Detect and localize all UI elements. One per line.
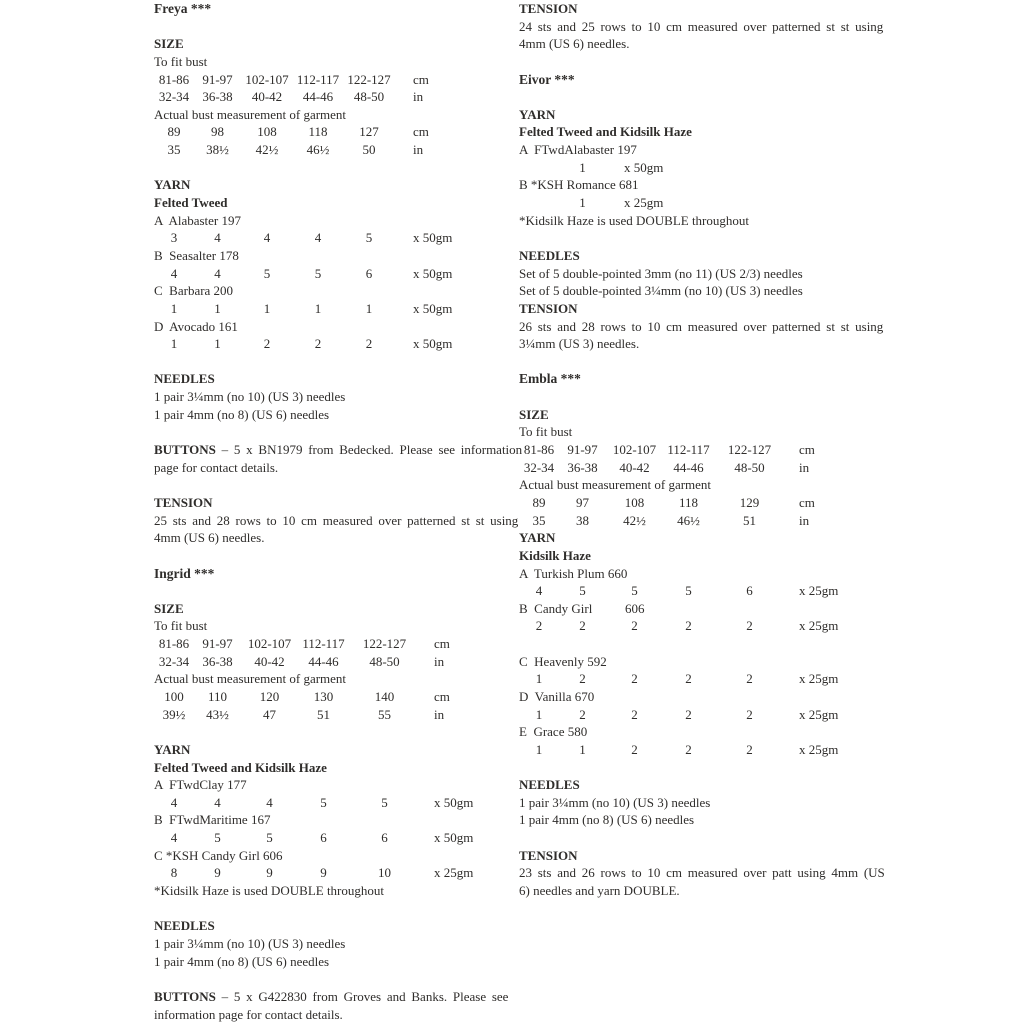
blank-line — [154, 18, 510, 36]
buttons-label: BUTTONS — [154, 442, 216, 458]
yarn-family: Felted Tweed and Kidsilk Haze — [519, 124, 692, 140]
quantity-cell: 9 — [214, 865, 221, 881]
quantity-cell: 5 — [320, 794, 327, 810]
text-line: A FTwdClay 177 — [154, 777, 247, 793]
quantity-cell: 102-107 — [612, 442, 657, 458]
quantity-row — [519, 670, 875, 688]
unit-label: x 25gm — [799, 741, 839, 757]
quantity-cell: 2 — [263, 336, 271, 352]
spacer-cell — [519, 194, 559, 212]
quantity-cell: 108 — [624, 494, 645, 510]
quantity-cell: 1 — [170, 336, 178, 352]
blank-line — [154, 900, 510, 918]
quantity-cell: 91-97 — [202, 636, 233, 652]
quantity-cell: 2 — [631, 618, 638, 634]
quantity-cell: 102-107 — [247, 636, 292, 652]
quantity-cell: 1 — [579, 159, 586, 175]
text-line: E Grace 580 — [519, 724, 588, 740]
text-line: D Vanilla 670 — [519, 688, 595, 704]
unit-label: x 25gm — [799, 706, 839, 722]
unit-label: in — [434, 706, 445, 722]
unit-label: in — [413, 89, 424, 105]
unit-label: cm — [434, 688, 450, 704]
text-line: 6) needles and yarn DOUBLE. — [519, 883, 680, 899]
text-line: C *KSH Candy Girl 606 — [154, 847, 283, 863]
section-heading: YARN — [519, 530, 556, 546]
quantity-cell: 140 — [374, 688, 395, 704]
quantity-cell: 6 — [381, 830, 388, 846]
quantity-cell: 2 — [746, 706, 753, 722]
quantity-row — [154, 864, 510, 882]
quantity-cell: 1 — [579, 741, 586, 757]
buttons-label: BUTTONS — [154, 988, 216, 1004]
unit-label: cm — [413, 71, 429, 87]
text-line: A Turkish Plum 660 — [519, 565, 628, 581]
quantity-cell: 81-86 — [158, 636, 190, 652]
quantity-cell: 2 — [685, 618, 692, 634]
quantity-cell: 4 — [170, 265, 178, 281]
quantity-cell: 5 — [214, 830, 221, 846]
unit-label: x 25gm — [799, 583, 839, 599]
quantity-cell: 4 — [214, 265, 221, 281]
quantity-cell: 127 — [359, 124, 379, 140]
quantity-row — [154, 706, 510, 724]
unit-label: in — [799, 512, 810, 528]
quantity-cell: 50 — [362, 142, 376, 158]
text-line: 1 pair 3¼mm (no 10) (US 3) needles — [154, 389, 346, 405]
quantity-cell: 100 — [164, 688, 184, 704]
quantity-cell: 91-97 — [202, 71, 233, 87]
quantity-cell: 36-38 — [567, 459, 598, 475]
quantity-cell: 5 — [263, 265, 271, 281]
quantity-cell: 48-50 — [734, 459, 765, 475]
quantity-cell: 108 — [257, 124, 277, 140]
quantity-cell: 122-127 — [347, 71, 391, 87]
quantity-cell: 32-34 — [523, 459, 555, 475]
section-heading: SIZE — [154, 36, 184, 52]
quantity-cell: 122-127 — [362, 636, 407, 652]
quantity-cell: 1 — [214, 300, 221, 316]
quantity-cell: 1 — [535, 706, 543, 722]
section-heading: NEEDLES — [519, 247, 580, 263]
text-line: To fit bust — [154, 618, 208, 634]
quantity-cell: 47 — [263, 706, 276, 722]
text-line: D Avocado 161 — [154, 318, 238, 334]
unit-label: x 50gm — [413, 265, 453, 281]
quantity-cell: 98 — [211, 124, 224, 140]
text-line: Actual bust measurement of garment — [519, 477, 712, 493]
quantity-cell: 91-97 — [567, 442, 598, 458]
quantity-cell: 42½ — [255, 142, 279, 158]
unit-label: x 50gm — [413, 336, 453, 352]
quantity-cell: 102-107 — [245, 71, 289, 87]
section-heading: SIZE — [154, 600, 184, 616]
quantity-row — [519, 741, 875, 759]
quantity-cell: 4 — [535, 583, 543, 599]
section-heading: NEEDLES — [154, 371, 215, 387]
quantity-cell: 1 — [170, 300, 178, 316]
quantity-cell: 112-117 — [296, 71, 340, 87]
quantity-cell: 10 — [378, 865, 391, 881]
unit-label: cm — [434, 636, 450, 652]
quantity-cell: 4 — [214, 794, 221, 810]
quantity-row-single — [519, 159, 875, 177]
text-line: 4mm (US 6) needles. — [154, 530, 265, 546]
quantity-row — [519, 617, 875, 635]
buttons-text: – 5 x BN1979 from Bedecked. Please see information — [215, 442, 523, 458]
right-column — [519, 0, 885, 900]
yarn-family: Felted Tweed and Kidsilk Haze — [154, 759, 327, 775]
quantity-cell: 1 — [535, 671, 543, 687]
quantity-cell: 4 — [170, 830, 178, 846]
quantity-cell: 1 — [579, 195, 586, 211]
text-line: B *KSH Romance 681 — [519, 177, 639, 193]
quantity-cell: 2 — [631, 706, 638, 722]
quantity-row — [154, 335, 510, 353]
unit-label: in — [434, 653, 445, 669]
section-heading: YARN — [519, 106, 556, 122]
quantity-cell: 81-86 — [158, 71, 190, 87]
quantity-cell: 4 — [170, 794, 178, 810]
quantity-cell: 4 — [266, 794, 273, 810]
text-line: Actual bust measurement of garment — [154, 671, 347, 687]
quantity-cell: 2 — [579, 618, 586, 634]
text-line: *Kidsilk Haze is used DOUBLE throughout — [154, 883, 385, 899]
pattern-name: Ingrid *** — [154, 565, 215, 581]
text-line: 1 pair 4mm (no 8) (US 6) needles — [154, 406, 330, 422]
quantity-cell: 36-38 — [202, 89, 233, 105]
text-line: B FTwdMaritime 167 — [154, 812, 271, 828]
text-line: To fit bust — [519, 424, 573, 440]
quantity-cell: 32-34 — [158, 89, 190, 105]
quantity-cell: 6 — [365, 265, 373, 281]
text-line: 1 pair 4mm (no 8) (US 6) needles — [154, 953, 330, 969]
text-line: 23 sts and 26 rows to 10 cm measured over patt using 4mm (US — [519, 865, 885, 881]
quantity-cell: 118 — [308, 124, 328, 140]
quantity-cell: 89 — [532, 494, 546, 510]
yarn-shade-line — [519, 600, 875, 618]
blank-line — [154, 723, 510, 741]
quantity-cell: 2 — [685, 671, 692, 687]
quantity-row-single — [519, 194, 875, 212]
quantity-cell: 40-42 — [251, 89, 283, 105]
quantity-cell: 5 — [579, 583, 586, 599]
quantity-row — [519, 512, 875, 530]
quantity-cell: 110 — [207, 688, 228, 704]
quantity-row — [154, 300, 510, 318]
blank-line — [519, 759, 875, 777]
quantity-row — [154, 635, 510, 653]
unit-label: x 50gm — [413, 230, 453, 246]
unit-label: x 25gm — [799, 618, 839, 634]
quantity-cell: 5 — [631, 583, 638, 599]
text-line: C Heavenly 592 — [519, 653, 607, 669]
yarn-shade-label: B Candy Girl — [519, 600, 593, 616]
quantity-cell: 55 — [378, 706, 391, 722]
buttons-note — [154, 988, 510, 1006]
section-heading: YARN — [154, 741, 191, 757]
quantity-cell: 44-46 — [673, 459, 704, 475]
section-heading: YARN — [154, 177, 191, 193]
yarn-family: Kidsilk Haze — [519, 547, 591, 563]
spacer-cell — [519, 159, 559, 177]
quantity-row — [519, 459, 875, 477]
text-line: information page for contact details. — [154, 1006, 343, 1022]
text-line: 25 sts and 28 rows to 10 cm measured over patterned st st using — [154, 512, 519, 528]
blank-line — [519, 53, 875, 71]
blank-line — [519, 88, 875, 106]
unit-label: x 50gm — [413, 300, 453, 316]
unit-label: x 50gm — [434, 794, 474, 810]
quantity-row — [154, 141, 510, 159]
text-line: 24 sts and 25 rows to 10 cm measured over patterned st st using — [519, 18, 884, 34]
text-line: 26 sts and 28 rows to 10 cm measured over patterned st st using — [519, 318, 884, 334]
quantity-cell: 6 — [320, 830, 327, 846]
blank-line — [519, 229, 875, 247]
blank-line — [154, 970, 510, 988]
blank-line — [154, 582, 510, 600]
quantity-cell: 2 — [685, 706, 692, 722]
quantity-cell: 46½ — [306, 142, 330, 158]
quantity-cell: 39½ — [162, 706, 186, 722]
text-line: Actual bust measurement of garment — [154, 106, 347, 122]
blank-line — [154, 423, 510, 441]
quantity-row — [154, 265, 510, 283]
quantity-cell: 2 — [746, 671, 753, 687]
quantity-cell: 1 — [263, 300, 271, 316]
quantity-row — [519, 582, 875, 600]
text-line: A Alabaster 197 — [154, 212, 242, 228]
quantity-row — [154, 123, 510, 141]
quantity-cell: 1 — [314, 300, 322, 316]
text-line: 4mm (US 6) needles. — [519, 36, 630, 52]
quantity-row — [154, 653, 510, 671]
quantity-cell: 5 — [685, 583, 692, 599]
text-line: 1 pair 4mm (no 8) (US 6) needles — [519, 812, 695, 828]
quantity-row — [154, 88, 510, 106]
quantity-row — [519, 441, 875, 459]
quantity-cell: 2 — [535, 618, 543, 634]
blank-line — [154, 476, 510, 494]
quantity-cell: 51 — [743, 512, 756, 528]
section-heading: NEEDLES — [519, 777, 580, 793]
unit-label: cm — [799, 442, 815, 458]
quantity-cell: 36-38 — [202, 653, 233, 669]
text-line: 1 pair 3¼mm (no 10) (US 3) needles — [519, 794, 711, 810]
quantity-cell: 44-46 — [308, 653, 339, 669]
section-heading: TENSION — [154, 494, 213, 510]
quantity-cell: 5 — [381, 794, 388, 810]
text-line: Set of 5 double-pointed 3¼mm (no 10) (US 3) needles — [519, 283, 803, 299]
text-line: A FTwdAlabaster 197 — [519, 142, 637, 158]
text-line: C Barbara 200 — [154, 283, 234, 299]
quantity-cell: 1 — [214, 336, 221, 352]
quantity-row — [519, 494, 875, 512]
quantity-cell: 122-127 — [727, 442, 772, 458]
section-heading: TENSION — [519, 847, 578, 863]
quantity-cell: 2 — [631, 671, 638, 687]
quantity-cell: 9 — [266, 865, 273, 881]
unit-label: in — [413, 142, 424, 158]
blank-line — [154, 547, 510, 565]
quantity-cell: 35 — [532, 512, 546, 528]
text-line: Set of 5 double-pointed 3mm (no 11) (US 2/3) needles — [519, 265, 803, 281]
pattern-name: Eivor *** — [519, 71, 575, 87]
quantity-cell: 8 — [170, 865, 178, 881]
quantity-cell: 130 — [313, 688, 334, 704]
yarn-shade-code: 606 — [625, 600, 645, 616]
blank-line — [154, 353, 510, 371]
quantity-cell: 4 — [314, 230, 322, 246]
blank-line — [519, 353, 875, 371]
pattern-name: Freya *** — [154, 1, 212, 16]
left-column — [154, 0, 523, 1023]
quantity-cell: 129 — [739, 494, 760, 510]
quantity-cell: 4 — [263, 230, 271, 246]
quantity-cell: 1 — [535, 741, 543, 757]
unit-label: x 25gm — [624, 195, 664, 211]
text-line: To fit bust — [154, 53, 208, 69]
quantity-cell: 1 — [365, 300, 373, 316]
quantity-cell: 5 — [266, 830, 273, 846]
quantity-cell: 38½ — [206, 142, 229, 158]
quantity-cell: 48-50 — [369, 653, 400, 669]
section-heading: NEEDLES — [154, 918, 215, 934]
quantity-cell: 97 — [576, 494, 589, 510]
quantity-cell: 3 — [170, 230, 178, 246]
unit-label: cm — [799, 494, 815, 510]
section-heading: SIZE — [519, 406, 549, 422]
yarn-family: Felted Tweed — [154, 195, 228, 211]
quantity-row — [154, 229, 510, 247]
quantity-cell: 43½ — [206, 706, 229, 722]
text-line: page for contact details. — [154, 459, 279, 475]
text-line: 1 pair 3¼mm (no 10) (US 3) needles — [154, 935, 346, 951]
quantity-row — [154, 794, 510, 812]
unit-label: cm — [413, 124, 429, 140]
quantity-row — [154, 71, 510, 89]
section-heading: TENSION — [519, 300, 578, 316]
quantity-cell: 6 — [746, 583, 753, 599]
blank-line — [519, 829, 875, 847]
quantity-cell: 4 — [214, 230, 221, 246]
text-line: 3¼mm (US 3) needles. — [519, 336, 640, 352]
quantity-cell: 120 — [259, 688, 280, 704]
quantity-cell: 42½ — [623, 512, 646, 528]
buttons-note — [154, 441, 523, 459]
quantity-cell: 32-34 — [158, 653, 190, 669]
blank-line — [154, 159, 510, 177]
unit-label: x 50gm — [434, 830, 474, 846]
section-heading: TENSION — [519, 1, 578, 16]
pattern-name: Embla *** — [519, 371, 581, 387]
quantity-cell: 46½ — [677, 512, 700, 528]
quantity-cell: 2 — [746, 741, 753, 757]
quantity-cell: 118 — [678, 494, 699, 510]
quantity-cell: 40-42 — [254, 653, 285, 669]
quantity-cell: 44-46 — [302, 89, 334, 105]
quantity-cell: 40-42 — [619, 459, 650, 475]
quantity-cell: 2 — [365, 336, 373, 352]
quantity-cell: 38 — [576, 512, 589, 528]
quantity-cell: 2 — [631, 741, 638, 757]
quantity-cell: 2 — [314, 336, 322, 352]
blank-line — [519, 635, 875, 653]
quantity-cell: 35 — [167, 142, 181, 158]
text-line: *Kidsilk Haze is used DOUBLE throughout — [519, 212, 750, 228]
quantity-cell: 2 — [579, 706, 586, 722]
blank-line — [519, 388, 875, 406]
quantity-row — [154, 829, 510, 847]
quantity-cell: 9 — [320, 865, 327, 881]
unit-label: x 50gm — [624, 159, 664, 175]
quantity-cell: 89 — [167, 124, 181, 140]
quantity-cell: 5 — [365, 230, 373, 246]
unit-label: x 25gm — [434, 865, 474, 881]
quantity-cell: 81-86 — [523, 442, 555, 458]
quantity-row — [519, 706, 875, 724]
quantity-cell: 51 — [317, 706, 330, 722]
quantity-cell: 48-50 — [353, 89, 385, 105]
quantity-cell: 112-117 — [667, 442, 710, 458]
quantity-cell: 2 — [685, 741, 692, 757]
quantity-cell: 112-117 — [302, 636, 345, 652]
text-line: B Seasalter 178 — [154, 247, 239, 263]
quantity-cell: 5 — [314, 265, 322, 281]
quantity-cell: 2 — [579, 671, 586, 687]
buttons-text: – 5 x G422830 from Groves and Banks. Please see — [215, 988, 509, 1004]
unit-label: in — [799, 459, 810, 475]
unit-label: x 25gm — [799, 671, 839, 687]
quantity-cell: 2 — [746, 618, 753, 634]
quantity-row — [154, 688, 510, 706]
